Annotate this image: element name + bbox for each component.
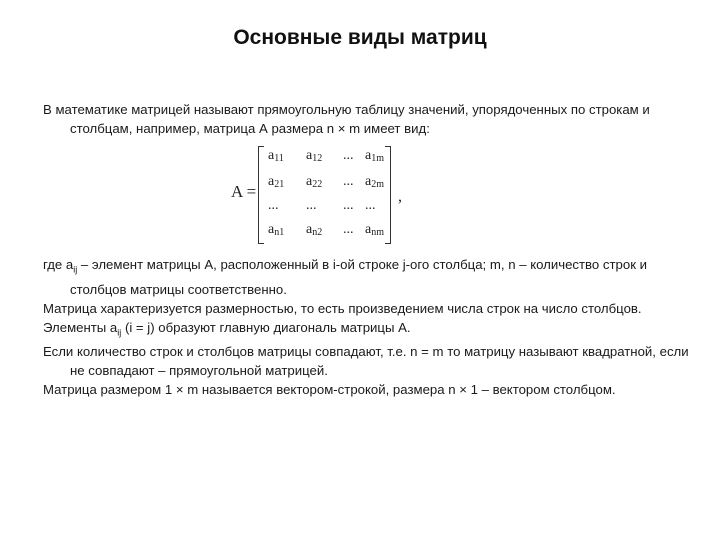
matrix-cell: $a_{22}$ <box>306 174 323 190</box>
matrix-cell: $a_{12}$ <box>306 148 323 164</box>
matrix-lhs: A = <box>231 182 257 201</box>
matrix-left-bracket <box>258 146 264 244</box>
matrix-cell: ... <box>343 148 354 163</box>
matrix-cell: ... <box>343 222 354 237</box>
vector-paragraph: Матрица размером 1 × m называется вектором-строкой, размера n × 1 – вектором столбцом. <box>43 382 616 398</box>
matrix-cell: $a_{2m}$ <box>365 174 384 190</box>
diagonal-paragraph: Элементы $a_{ij}$ (i = j) образуют главную диагональ матрицы А. <box>43 319 411 338</box>
intro-paragraph: В математике матрицей называют прямоугольную таблицу значений, упорядоченных по строкам и столбцам, например, матрица А размера n × m имеет вид: <box>43 102 650 136</box>
matrix-cell: $a_{11}$ <box>268 148 284 164</box>
matrix-cell: ... <box>268 198 279 213</box>
matrix-comma: , <box>398 188 402 205</box>
slide-title: Основные виды матриц <box>233 26 487 49</box>
matrix-cell: ... <box>365 198 376 213</box>
square-paragraph: Если количество строк и столбцов матрицы совпадают, т.е. n = m то матрицу называют квадратной, если не совпадают – прямоугольной матрицей. <box>43 344 689 379</box>
matrix-cell: ... <box>343 174 354 189</box>
matrix-right-bracket <box>385 146 391 244</box>
dimension-paragraph: Матрица характеризуется размерностью, то есть произведением числа строк на число столбцов. <box>43 300 642 316</box>
matrix-cell: ... <box>343 198 354 213</box>
matrix-cell: $a_{n1}$ <box>268 222 285 238</box>
matrix-cell: $a_{21}$ <box>268 174 285 190</box>
where-paragraph: где $a_{ij}$ – элемент матрицы А, расположенный в i-ой строке j-ого столбца; m, n – количество строк и столбцов матрицы соответственно. <box>43 257 648 297</box>
body-text <box>43 255 693 399</box>
matrix-cell: $a_{nm}$ <box>365 222 384 238</box>
matrix-cell: ... <box>306 198 317 213</box>
matrix-formula <box>226 146 416 246</box>
matrix-cell: $a_{n2}$ <box>306 222 323 238</box>
matrix-cell: $a_{1m}$ <box>365 148 384 164</box>
